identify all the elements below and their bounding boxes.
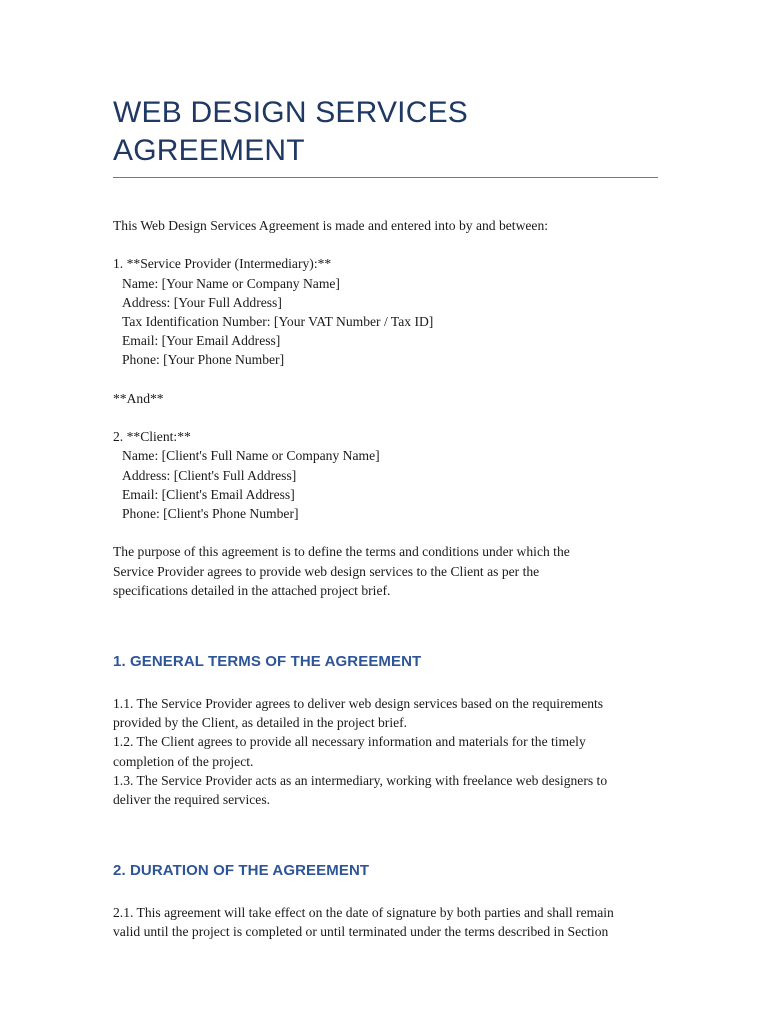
- clause-line: 1.2. The Client agrees to provide all necessary information and materials for the timely: [113, 734, 586, 750]
- provider-heading: 1. **Service Provider (Intermediary):**: [113, 256, 332, 272]
- clause-line: provided by the Client, as detailed in the project brief.: [113, 715, 408, 731]
- client-address: Address: [Client's Full Address]: [122, 467, 297, 483]
- document-title: WEB DESIGN SERVICES AGREEMENT: [113, 94, 658, 178]
- client-heading: 2. **Client:**: [113, 429, 191, 445]
- purpose-paragraph: [113, 542, 658, 600]
- purpose-line: specifications detailed in the attached project brief.: [113, 582, 391, 598]
- section-heading-general-terms: 1. GENERAL TERMS OF THE AGREEMENT: [113, 653, 422, 670]
- service-provider-block: [113, 254, 658, 369]
- clause-line: 2.1. This agreement will take effect on the date of signature by both parties and shall remain: [113, 905, 614, 921]
- section-body-duration: [113, 903, 658, 941]
- provider-address: Address: [Your Full Address]: [122, 294, 282, 310]
- provider-tax-id: Tax Identification Number: [Your VAT Number / Tax ID]: [122, 314, 434, 329]
- client-email: Email: [Client's Email Address]: [122, 486, 295, 502]
- purpose-line: The purpose of this agreement is to define the terms and conditions under which the: [113, 544, 570, 560]
- section-heading-duration: 2. DURATION OF THE AGREEMENT: [113, 862, 370, 880]
- purpose-line: Service Provider agrees to provide web design services to the Client as per the: [113, 563, 540, 579]
- clause-line: 1.3. The Service Provider acts as an intermediary, working with freelance web designers to: [113, 772, 608, 788]
- document-content: [113, 94, 658, 942]
- clause-line: deliver the required services.: [113, 792, 271, 808]
- intro-paragraph: [113, 216, 658, 235]
- and-separator: [113, 389, 658, 408]
- and-text: **And**: [113, 390, 164, 406]
- provider-name: Name: [Your Name or Company Name]: [122, 275, 340, 291]
- client-phone: Phone: [Client's Phone Number]: [122, 506, 299, 521]
- provider-phone: Phone: [Your Phone Number]: [122, 352, 285, 368]
- clause-line: 1.1. The Service Provider agrees to deliver web design services based on the requirements: [113, 696, 604, 711]
- clause-line: completion of the project.: [113, 753, 254, 769]
- provider-email: Email: [Your Email Address]: [122, 333, 281, 349]
- clause-line: valid until the project is completed or until terminated under the terms described in Section: [113, 924, 609, 940]
- section-body-general-terms: [113, 694, 658, 809]
- intro-line: This Web Design Services Agreement is made and entered into by and between:: [113, 218, 549, 233]
- client-block: [113, 427, 658, 523]
- client-name: Name: [Client's Full Name or Company Name]: [122, 448, 380, 464]
